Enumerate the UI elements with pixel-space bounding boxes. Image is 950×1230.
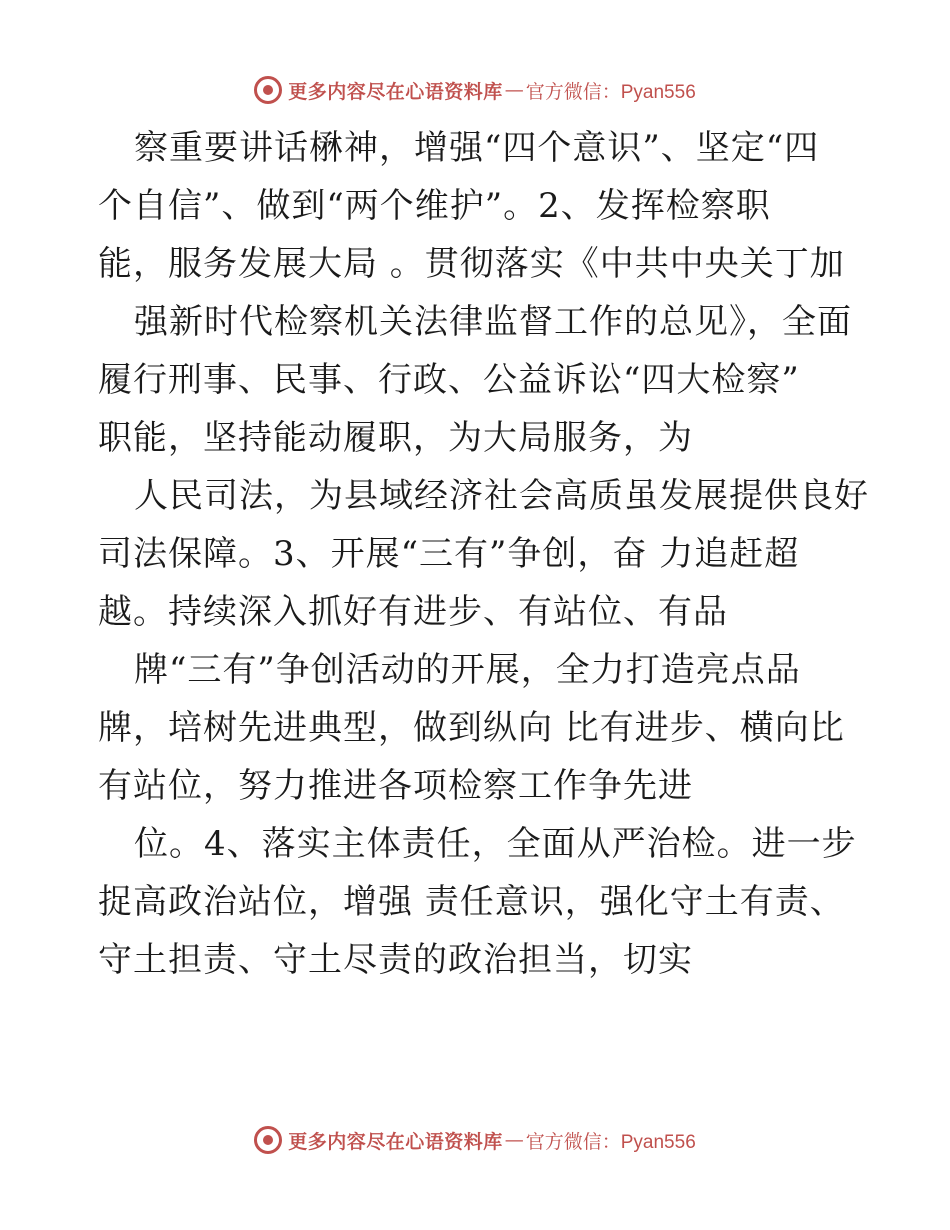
text-line: 个自信”、做到“两个维护”。2、发挥检察职: [98, 186, 771, 226]
footer-watermark: [0, 1120, 950, 1160]
watermark-brand: 更多内容尽在心语资料库: [288, 1130, 503, 1153]
text-line: 越。持续深入抓好有进步、有站位、有品: [98, 592, 728, 632]
logo-icon: [254, 1126, 282, 1154]
text-line: 能，服务发展大局 。贯彻落实《中共中央关丁加: [98, 244, 845, 284]
text-line: 有站位，努力推进各项检察工作争先进: [98, 766, 693, 806]
text-line: 牌，培树先进典型，做到纵向 比有进步、横向比: [98, 708, 845, 748]
watermark-wechat: 官方微信：Pyan556: [525, 81, 696, 103]
text-line: 人民司法，为县域经济社会高质虽发展提供良好: [134, 476, 869, 516]
text-line: 职能，坚持能动履职，为大局服务，为: [98, 418, 693, 458]
text-line: 牌“三有”争创活动的开展，全力打造亮点品: [134, 650, 801, 690]
header-watermark: [0, 70, 950, 110]
watermark-separator: —: [504, 1129, 524, 1151]
text-line: 位。4、落实主体责任，全面从严治检。进一步: [134, 824, 857, 864]
text-line: 履行刑事、民事、行政、公益诉讼“四大检察”: [98, 360, 800, 400]
text-line: 强新时代检察机关法律监督工作的总见》，全面: [134, 302, 852, 342]
watermark-separator: —: [504, 79, 524, 101]
watermark-wechat: 官方微信：Pyan556: [525, 1131, 696, 1153]
text-line: 捉高政治站位，增强 责任意识，强化守土有责、: [98, 882, 845, 922]
logo-icon: [254, 76, 282, 104]
text-line: 察重要讲话楙神，增强“四个意识”、坚定“四: [134, 128, 820, 168]
watermark-brand: 更多内容尽在心语资料库: [288, 80, 503, 103]
text-line: 司法保障。3、开展“三有”争创，奋 力追赶超: [98, 534, 800, 574]
text-line: 守土担责、守土尽责的政治担当，切实: [98, 940, 693, 980]
